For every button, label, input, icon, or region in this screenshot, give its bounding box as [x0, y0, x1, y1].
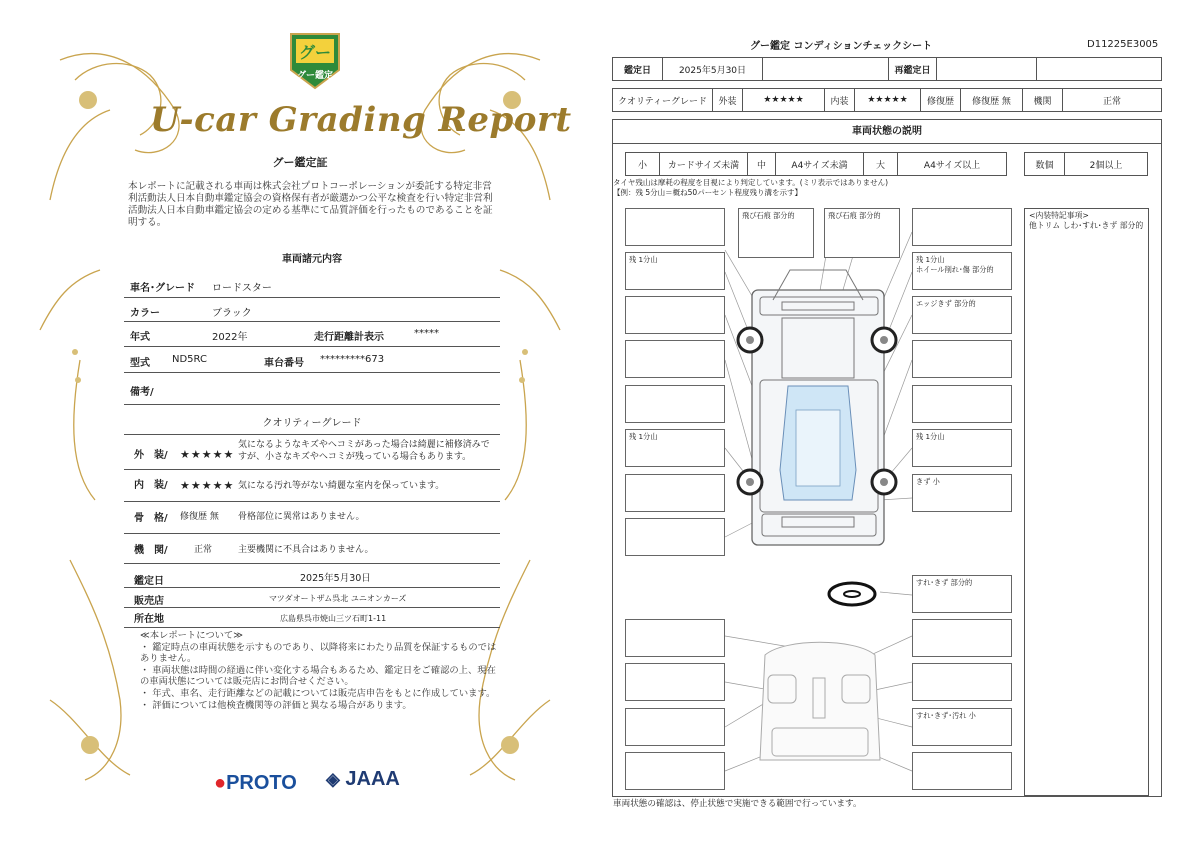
info-row-location: 所在地 広島県呉市焼山三ツ石町1-11	[124, 610, 500, 628]
tire-note: タイヤ残山は摩耗の程度を目視により判定しています。(ミリ表示ではありません) 【例：残 5分山＝概ね50パーセント程度残り溝を示す】	[613, 178, 889, 197]
quality-row-interior: 内 装/ ★★★★★ 気になる汚れ等がない綺麗な室内を保っています。	[124, 472, 500, 502]
spec-row-name: 車名･グレード ロードスター	[124, 276, 500, 298]
condition-box: 残 1分山 ホイール削れ･傷 部分的	[912, 252, 1012, 290]
sheet-footer: 車両状態の確認は、停止状態で実施できる範囲で行っています。	[613, 799, 862, 809]
condition-box: 飛び石痕 部分的	[738, 208, 814, 258]
quality-row-frame: 骨 格/ 修復歴 無 骨格部位に異常はありません。	[124, 504, 500, 534]
condition-box	[912, 663, 1012, 701]
report-notes: ≪本レポートについて≫ ・ 鑑定時点の車両状態を示すものであり、以降将来にわたり品質を保証するものではありません。 ・ 車両状態は時間の経過に伴い変化する場合もあるため、鑑定日をご確認の上、現在の車両状態については販売店にお問合せください。 ・ 年式、車名、走行距離などの記載については販売店申告をもとに作成しています。 ・ 評価については他検査機関等の評価と異なる場合があります。	[140, 630, 497, 711]
condition-box	[625, 708, 725, 746]
panel-title: 車両状態の説明	[613, 120, 1161, 144]
condition-box	[625, 296, 725, 334]
steering-wheel-icon	[829, 583, 875, 605]
certificate-title: グー鑑定証	[272, 156, 328, 169]
condition-box: きず 小	[912, 474, 1012, 512]
condition-box	[625, 752, 725, 790]
condition-box	[912, 619, 1012, 657]
svg-text:グー: グー	[298, 45, 332, 62]
condition-box: すれ･きず 部分的	[912, 575, 1012, 613]
certificate-intro: 本レポートに記載される車両は株式会社プロトコーポレーションが委託する特定非営利活動法人日本自動車鑑定協会の資格保有者が厳選かつ公平な検査を行い特定非営利活動法人日本自動車鑑定協会の定める基準にて品質評価を行ったものであることを証明する。	[128, 181, 493, 228]
spec-row-model: 型式 ND5RC 車台番号 *********673	[124, 349, 500, 373]
condition-box	[912, 340, 1012, 378]
condition-box: すれ･きず･汚れ 小	[912, 708, 1012, 746]
spec-heading: 車両諸元内容	[282, 254, 342, 265]
info-row-dealer: 販売店 マツダオートザム呉北 ユニオンカーズ	[124, 590, 500, 608]
interior-notes-box: <内装特記事項> 他トリム しわ･すれ･きず 部分的	[1024, 208, 1149, 796]
condition-box	[625, 518, 725, 556]
condition-box	[625, 663, 725, 701]
sheet-code: D11225E3005	[1087, 39, 1159, 50]
date-table: 鑑定日 2025年5月30日 再鑑定日	[612, 57, 1162, 81]
size-legend-table: 小 カードサイズ未満 中 A4サイズ未満 大 A4サイズ以上	[625, 152, 1007, 176]
condition-box	[625, 385, 725, 423]
report-script-title: U-car Grading Report	[150, 100, 572, 140]
condition-box: エッジきず 部分的	[912, 296, 1012, 334]
quality-heading: クオリティーグレード	[262, 418, 362, 429]
info-row-date: 鑑定日 2025年5月30日	[124, 568, 500, 588]
quality-row-engine: 機 関/ 正常 主要機関に不具合はありません。	[124, 536, 500, 564]
condition-box: 飛び石痕 部分的	[824, 208, 900, 258]
jaaa-logo: ◈ JAAA	[326, 768, 400, 790]
condition-box	[625, 619, 725, 657]
condition-box	[912, 208, 1012, 246]
spec-row-color: カラー ブラック	[124, 300, 500, 322]
svg-text:グー鑑定: グー鑑定	[296, 71, 334, 81]
condition-box: 残 1分山	[625, 429, 725, 467]
condition-box	[625, 340, 725, 378]
grade-table: クオリティーグレード 外装 ★★★★★ 内装 ★★★★★ 修復歴 修復歴 無 機関 正常	[612, 88, 1162, 112]
condition-box	[625, 474, 725, 512]
condition-box	[912, 752, 1012, 790]
spec-row-year: 年式 2022年 走行距離計表示 *****	[124, 324, 500, 347]
condition-box	[625, 208, 725, 246]
proto-logo: ●PROTO	[214, 772, 297, 794]
count-legend-table: 数個 2個以上	[1024, 152, 1148, 176]
spec-row-remarks: 備考/	[124, 375, 500, 405]
condition-box: 残 1分山	[625, 252, 725, 290]
sheet-title: グー鑑定 コンディションチェックシート	[750, 41, 933, 52]
goo-appraisal-badge-icon	[287, 30, 343, 92]
condition-box: 残 1分山	[912, 429, 1012, 467]
condition-check-sheet	[600, 0, 1200, 848]
condition-box	[912, 385, 1012, 423]
quality-row-exterior: 外 装/ ★★★★★ 気になるようなキズやヘコミがあった場合は綺麗に補修済みですが、小さなキズやヘコミが残っている場合もあります。	[124, 434, 500, 470]
